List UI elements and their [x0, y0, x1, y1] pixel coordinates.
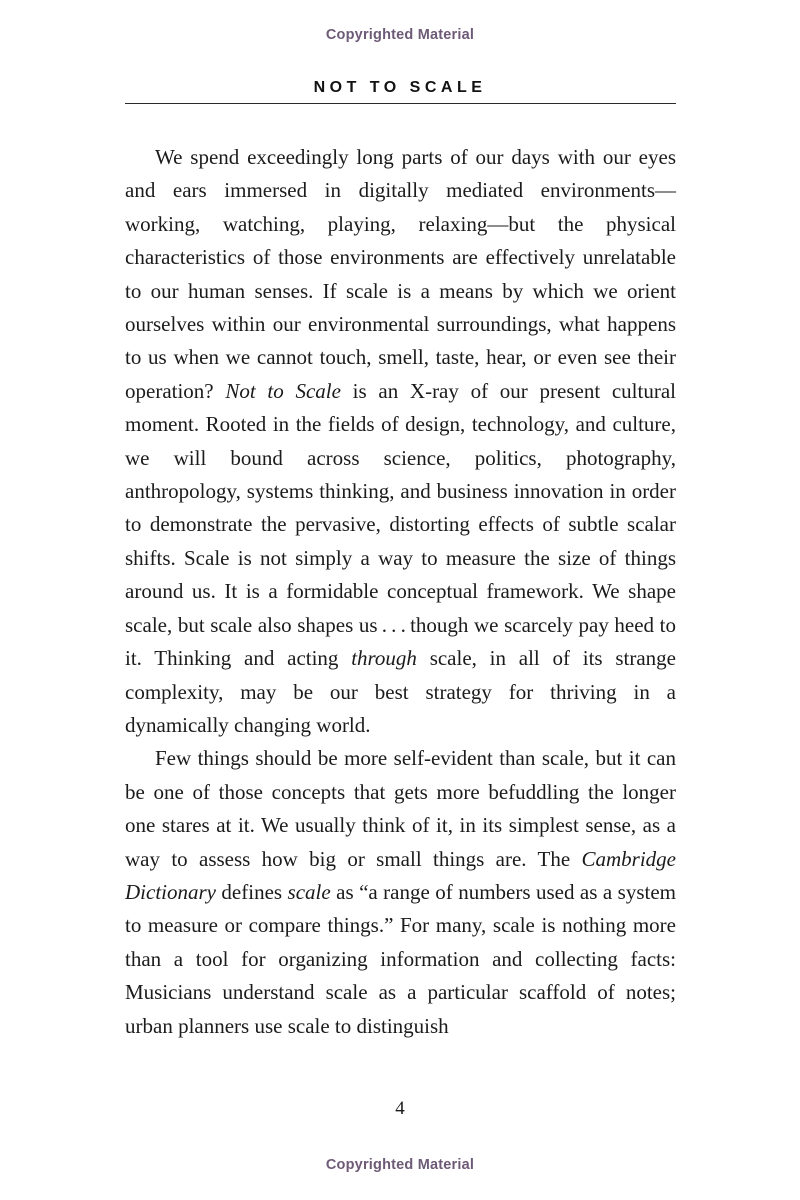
text-segment: Cambridge Dictionary — [125, 846, 676, 904]
text-segment: is an X-ray of our present cultural moment. Rooted in the fields of design, technology, and culture, we will bound across science, politics, photography, anthropology, systems thinking, and business innovation in order to demonstrate the pervasive, distorting effects of subtle scalar shifts. Scale is not simply a way to measure the size of things around us. It is a formidable conceptual framework. We shape scale, but scale also shapes us . . . though we scarcely pay heed to it. Thinking and acting — [125, 378, 677, 671]
text-segment: We spend exceedingly long parts of our days with our eyes and ears immersed in digitally mediated environments—working, watching, playing, relaxing—but the physical characteristics of those environments are effectively unrelatable to our human senses. If scale is a means by which we orient ourselves within our environmental surroundings, what happens to us when we cannot touch, smell, taste, hear, or even see their operation? — [125, 145, 676, 403]
text-segment: defines — [215, 879, 288, 904]
copyright-notice-top: Copyrighted Material — [325, 27, 475, 43]
text-segment: scale, in all of its strange complexity, may be our best strategy for thriving in a dynamically changing world. — [125, 646, 676, 737]
page-header-title: NOT TO SCALE — [313, 79, 487, 96]
body-paragraph — [125, 141, 676, 742]
text-segment: through — [351, 646, 417, 671]
text-segment: Not to Scale — [225, 378, 341, 403]
body-text-block — [125, 141, 676, 1043]
text-segment: Few things should be more self-evident than scale, but it can be one of those concepts that gets more befuddling the longer one stares at it. We usually think of it, in its simplest sense, as a way to assess how big or small things are. The — [125, 746, 676, 871]
header-rule-divider — [125, 103, 676, 104]
page-number: 4 — [395, 1098, 405, 1119]
text-segment: as “a range of numbers used as a system to measure or compare things.” For many, scale is nothing more than a tool for organizing information and collecting facts: Musicians understand scale as a particular scaffold of notes; urban planners use scale to distinguish — [125, 879, 676, 1038]
copyright-notice-bottom: Copyrighted Material — [325, 1157, 475, 1173]
text-segment: scale — [287, 879, 331, 904]
body-paragraph — [125, 742, 676, 1043]
